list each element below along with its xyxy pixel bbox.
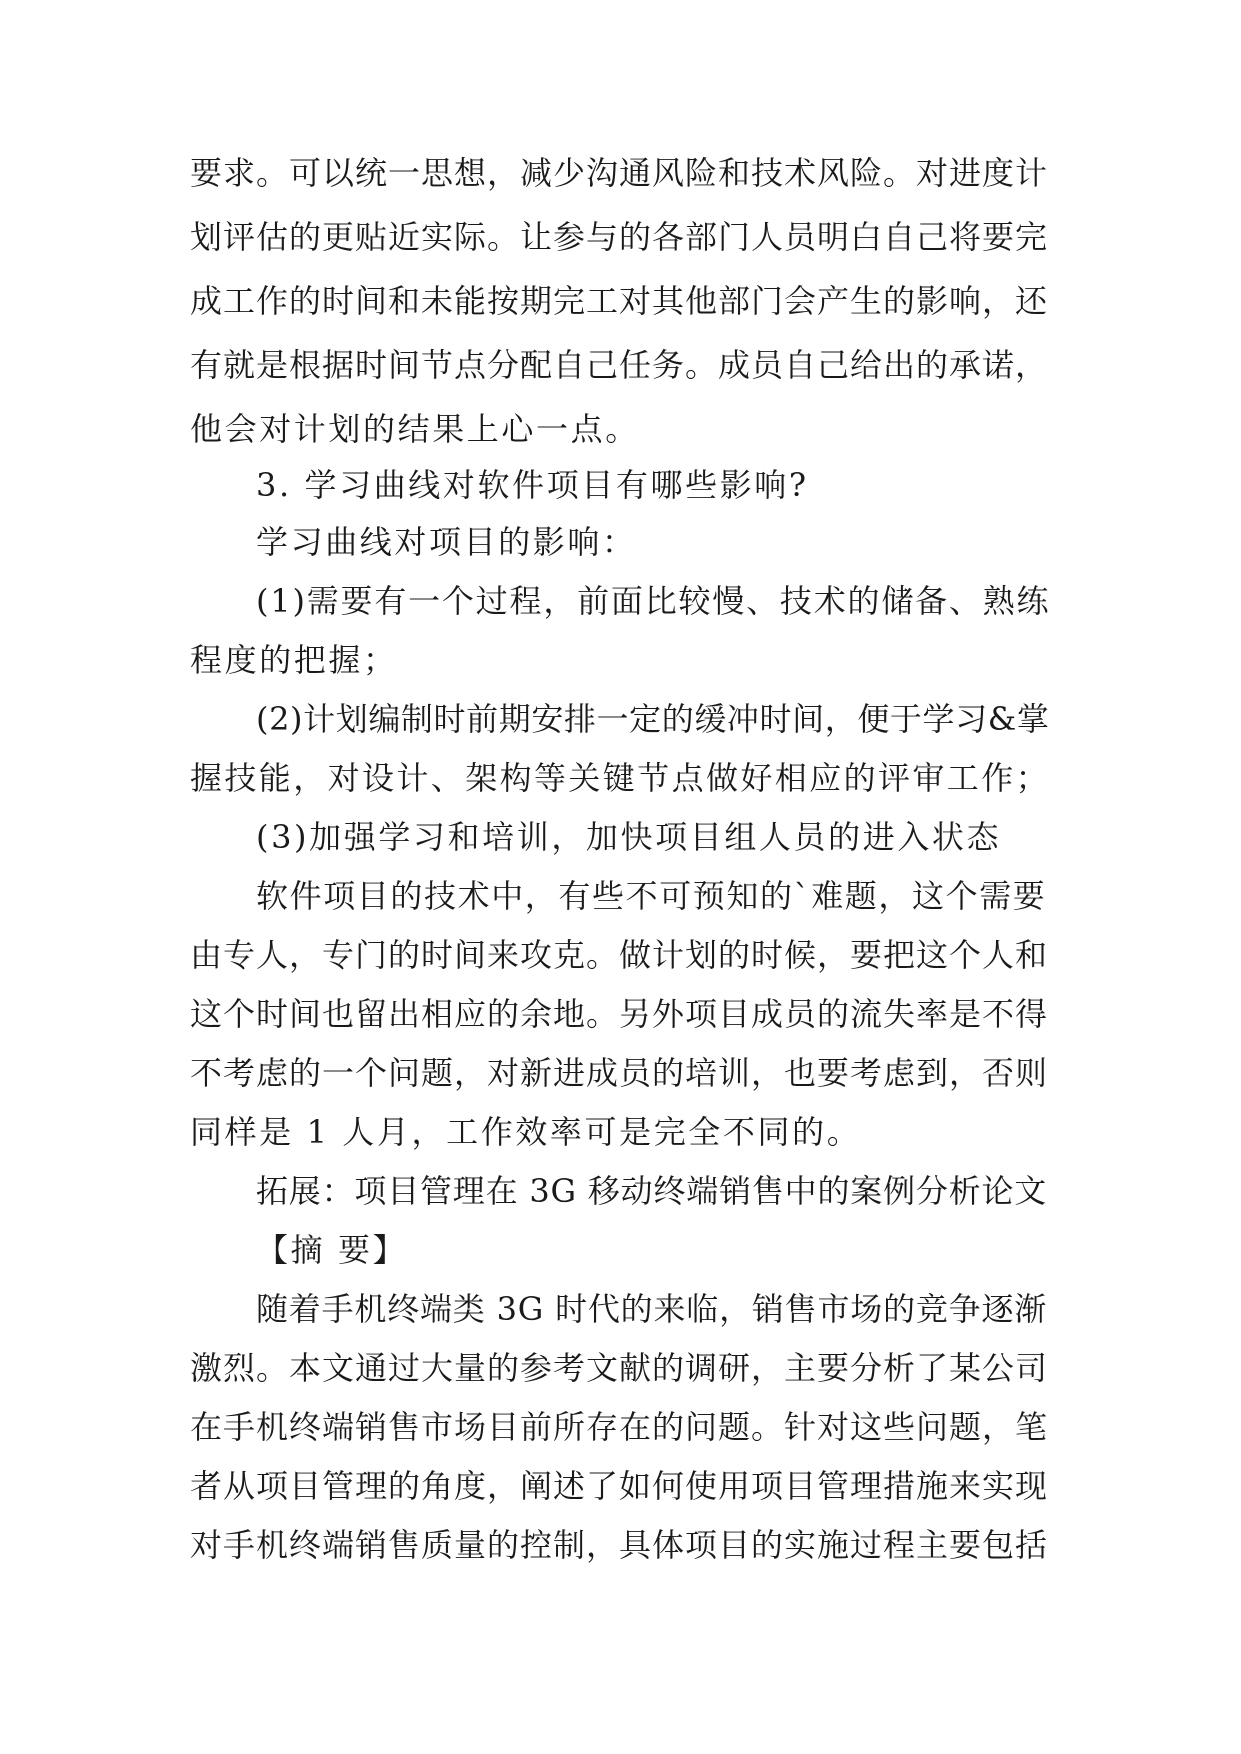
list-item-line: (1)需要有一个过程，前面比较慢、技术的储备、熟练 xyxy=(256,582,1051,620)
body-text-line: 者从项目管理的角度，阐述了如何使用项目管理措施来实现 xyxy=(190,1467,1049,1505)
article-title: 拓展：项目管理在 3G 移动终端销售中的案例分析论文 xyxy=(256,1172,1048,1210)
body-text-line: 随着手机终端类 3G 时代的来临，销售市场的竞争逐渐 xyxy=(256,1290,1048,1328)
body-text-line: 软件项目的技术中，有些不可预知的`难题，这个需要 xyxy=(256,877,1047,915)
body-text-line: 由专人，专门的时间来攻克。做计划的时候，要把这个人和 xyxy=(190,936,1049,974)
body-text-line: 成工作的时间和未能按期完工对其他部门会产生的影响，还 xyxy=(190,282,1049,320)
body-text-line: 这个时间也留出相应的余地。另外项目成员的流失率是不得 xyxy=(190,995,1049,1033)
body-text-line: 对手机终端销售质量的控制，具体项目的实施过程主要包括 xyxy=(190,1526,1049,1564)
body-text-line: 学习曲线对项目的影响： xyxy=(256,523,637,561)
list-item-line: 程度的把握； xyxy=(190,641,398,679)
body-text-line: 划评估的更贴近实际。让参与的各部门人员明白自己将要完 xyxy=(190,218,1049,256)
body-text-line: 不考虑的一个问题，对新进成员的培训，也要考虑到，否则 xyxy=(190,1054,1049,1092)
section-heading: 3. 学习曲线对软件项目有哪些影响? xyxy=(256,466,809,504)
body-text-line: 要求。可以统一思想，减少沟通风险和技术风险。对进度计 xyxy=(190,154,1049,192)
body-text-line: 在手机终端销售市场目前所存在的问题。针对这些问题，笔 xyxy=(190,1408,1049,1446)
list-item-line: 握技能，对设计、架构等关键节点做好相应的评审工作； xyxy=(190,759,1051,797)
body-text-line: 同样是 1 人月，工作效率可是完全不同的。 xyxy=(190,1113,862,1151)
body-text-line: 有就是根据时间节点分配自己任务。成员自己给出的承诺， xyxy=(190,346,1049,384)
abstract-heading: 【摘 要】 xyxy=(256,1231,408,1269)
body-text-line: 激烈。本文通过大量的参考文献的调研，主要分析了某公司 xyxy=(190,1349,1049,1387)
body-text-line: 他会对计划的结果上心一点。 xyxy=(190,410,640,448)
list-item-line: (2)计划编制时前期安排一定的缓冲时间，便于学习&掌 xyxy=(256,700,1050,738)
list-item-line: (3)加强学习和培训，加快项目组人员的进入状态 xyxy=(256,818,1002,856)
